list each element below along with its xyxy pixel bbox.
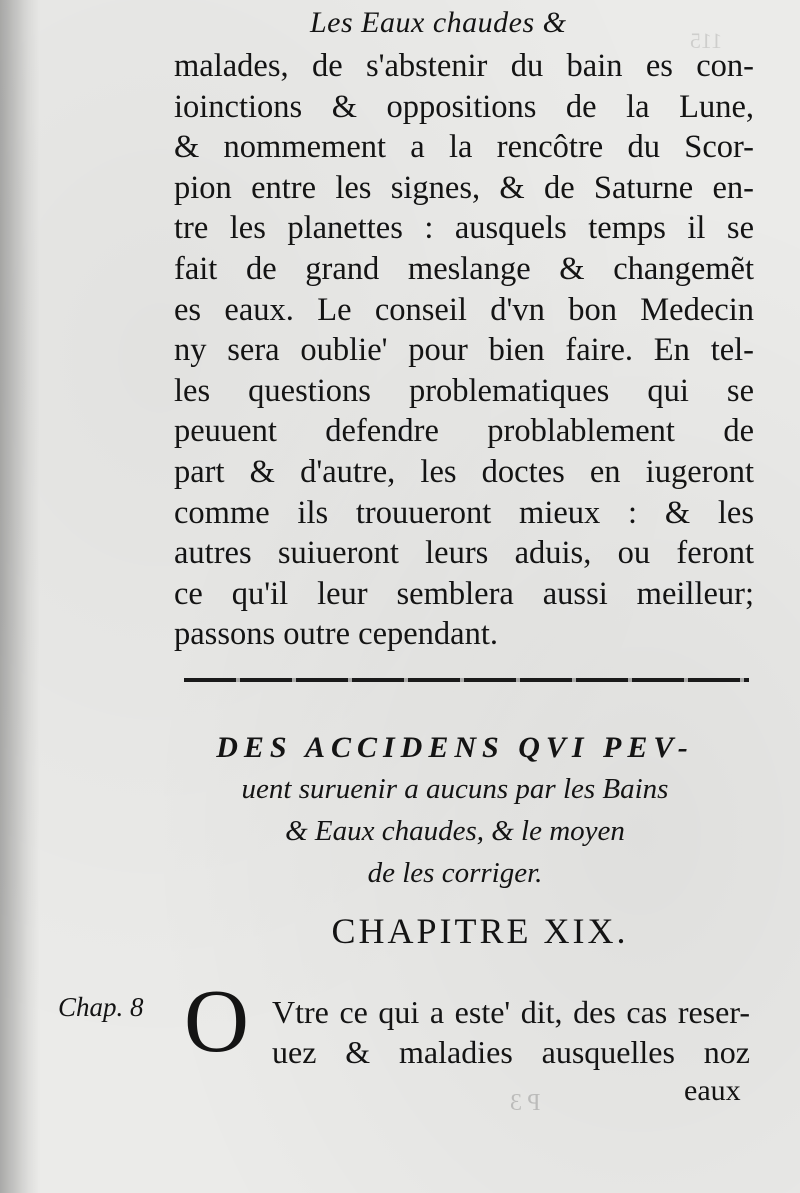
chapter-title: [150, 728, 760, 894]
drop-cap: O: [184, 972, 249, 1071]
text-line: pion entre les signes, & de Saturne en-: [174, 169, 754, 206]
section-divider-rule: [184, 678, 749, 682]
text-line: es eaux. Le conseil d'vn bon Medecin: [174, 291, 754, 328]
text-line: part & d'autre, les doctes en iugeront: [174, 453, 754, 490]
body-paragraph: [174, 46, 754, 655]
text-line: passons outre cependant.: [174, 616, 499, 653]
text-line: uez & maladies ausquelles noz: [272, 1034, 750, 1070]
chapter-title-line: uent suruenir a aucuns par les Bains: [241, 773, 669, 805]
chapter-title-line: DES ACCIDENS QVI PEV-: [216, 731, 694, 764]
text-line: fait de grand meslange & changemẽt: [174, 250, 754, 287]
bleed-through-page-number: 115: [690, 28, 723, 53]
text-line: ce qu'il leur semblera aussi meilleur;: [174, 575, 754, 612]
text-line: tre les planettes : ausquels temps il se: [174, 210, 754, 247]
text-line: ny sera oublie' pour bien faire. En tel-: [174, 332, 754, 369]
catchword: eaux: [684, 1074, 741, 1107]
text-line: les questions problematiques qui se: [174, 372, 754, 409]
running-head: Les Eaux chaudes &: [310, 6, 567, 39]
text-line: & nommement a la rencôtre du Scor-: [174, 129, 754, 166]
page-gutter-shadow: [0, 0, 40, 1193]
text-line: autres suiueront leurs aduis, ou feront: [174, 535, 754, 572]
text-line: malades, de s'abstenir du bain es con-: [174, 48, 754, 84]
text-line: Vtre ce qui a este' dit, des cas reser-: [272, 994, 750, 1030]
chapter-opening-paragraph: [272, 992, 750, 1072]
text-line: comme ils trouueront mieux : & les: [174, 494, 754, 531]
text-line: peuuent defendre problablement de: [174, 413, 754, 450]
chapter-title-line: & Eaux chaudes, & le moyen: [285, 815, 625, 847]
margin-note: Chap. 8: [58, 992, 144, 1022]
chapter-number: CHAPITRE XIX.: [331, 911, 629, 951]
text-line: ioinctions & oppositions de la Lune,: [174, 88, 754, 125]
bleed-through-signature: P 3: [510, 1090, 541, 1116]
chapter-title-line: de les corriger.: [367, 857, 543, 889]
